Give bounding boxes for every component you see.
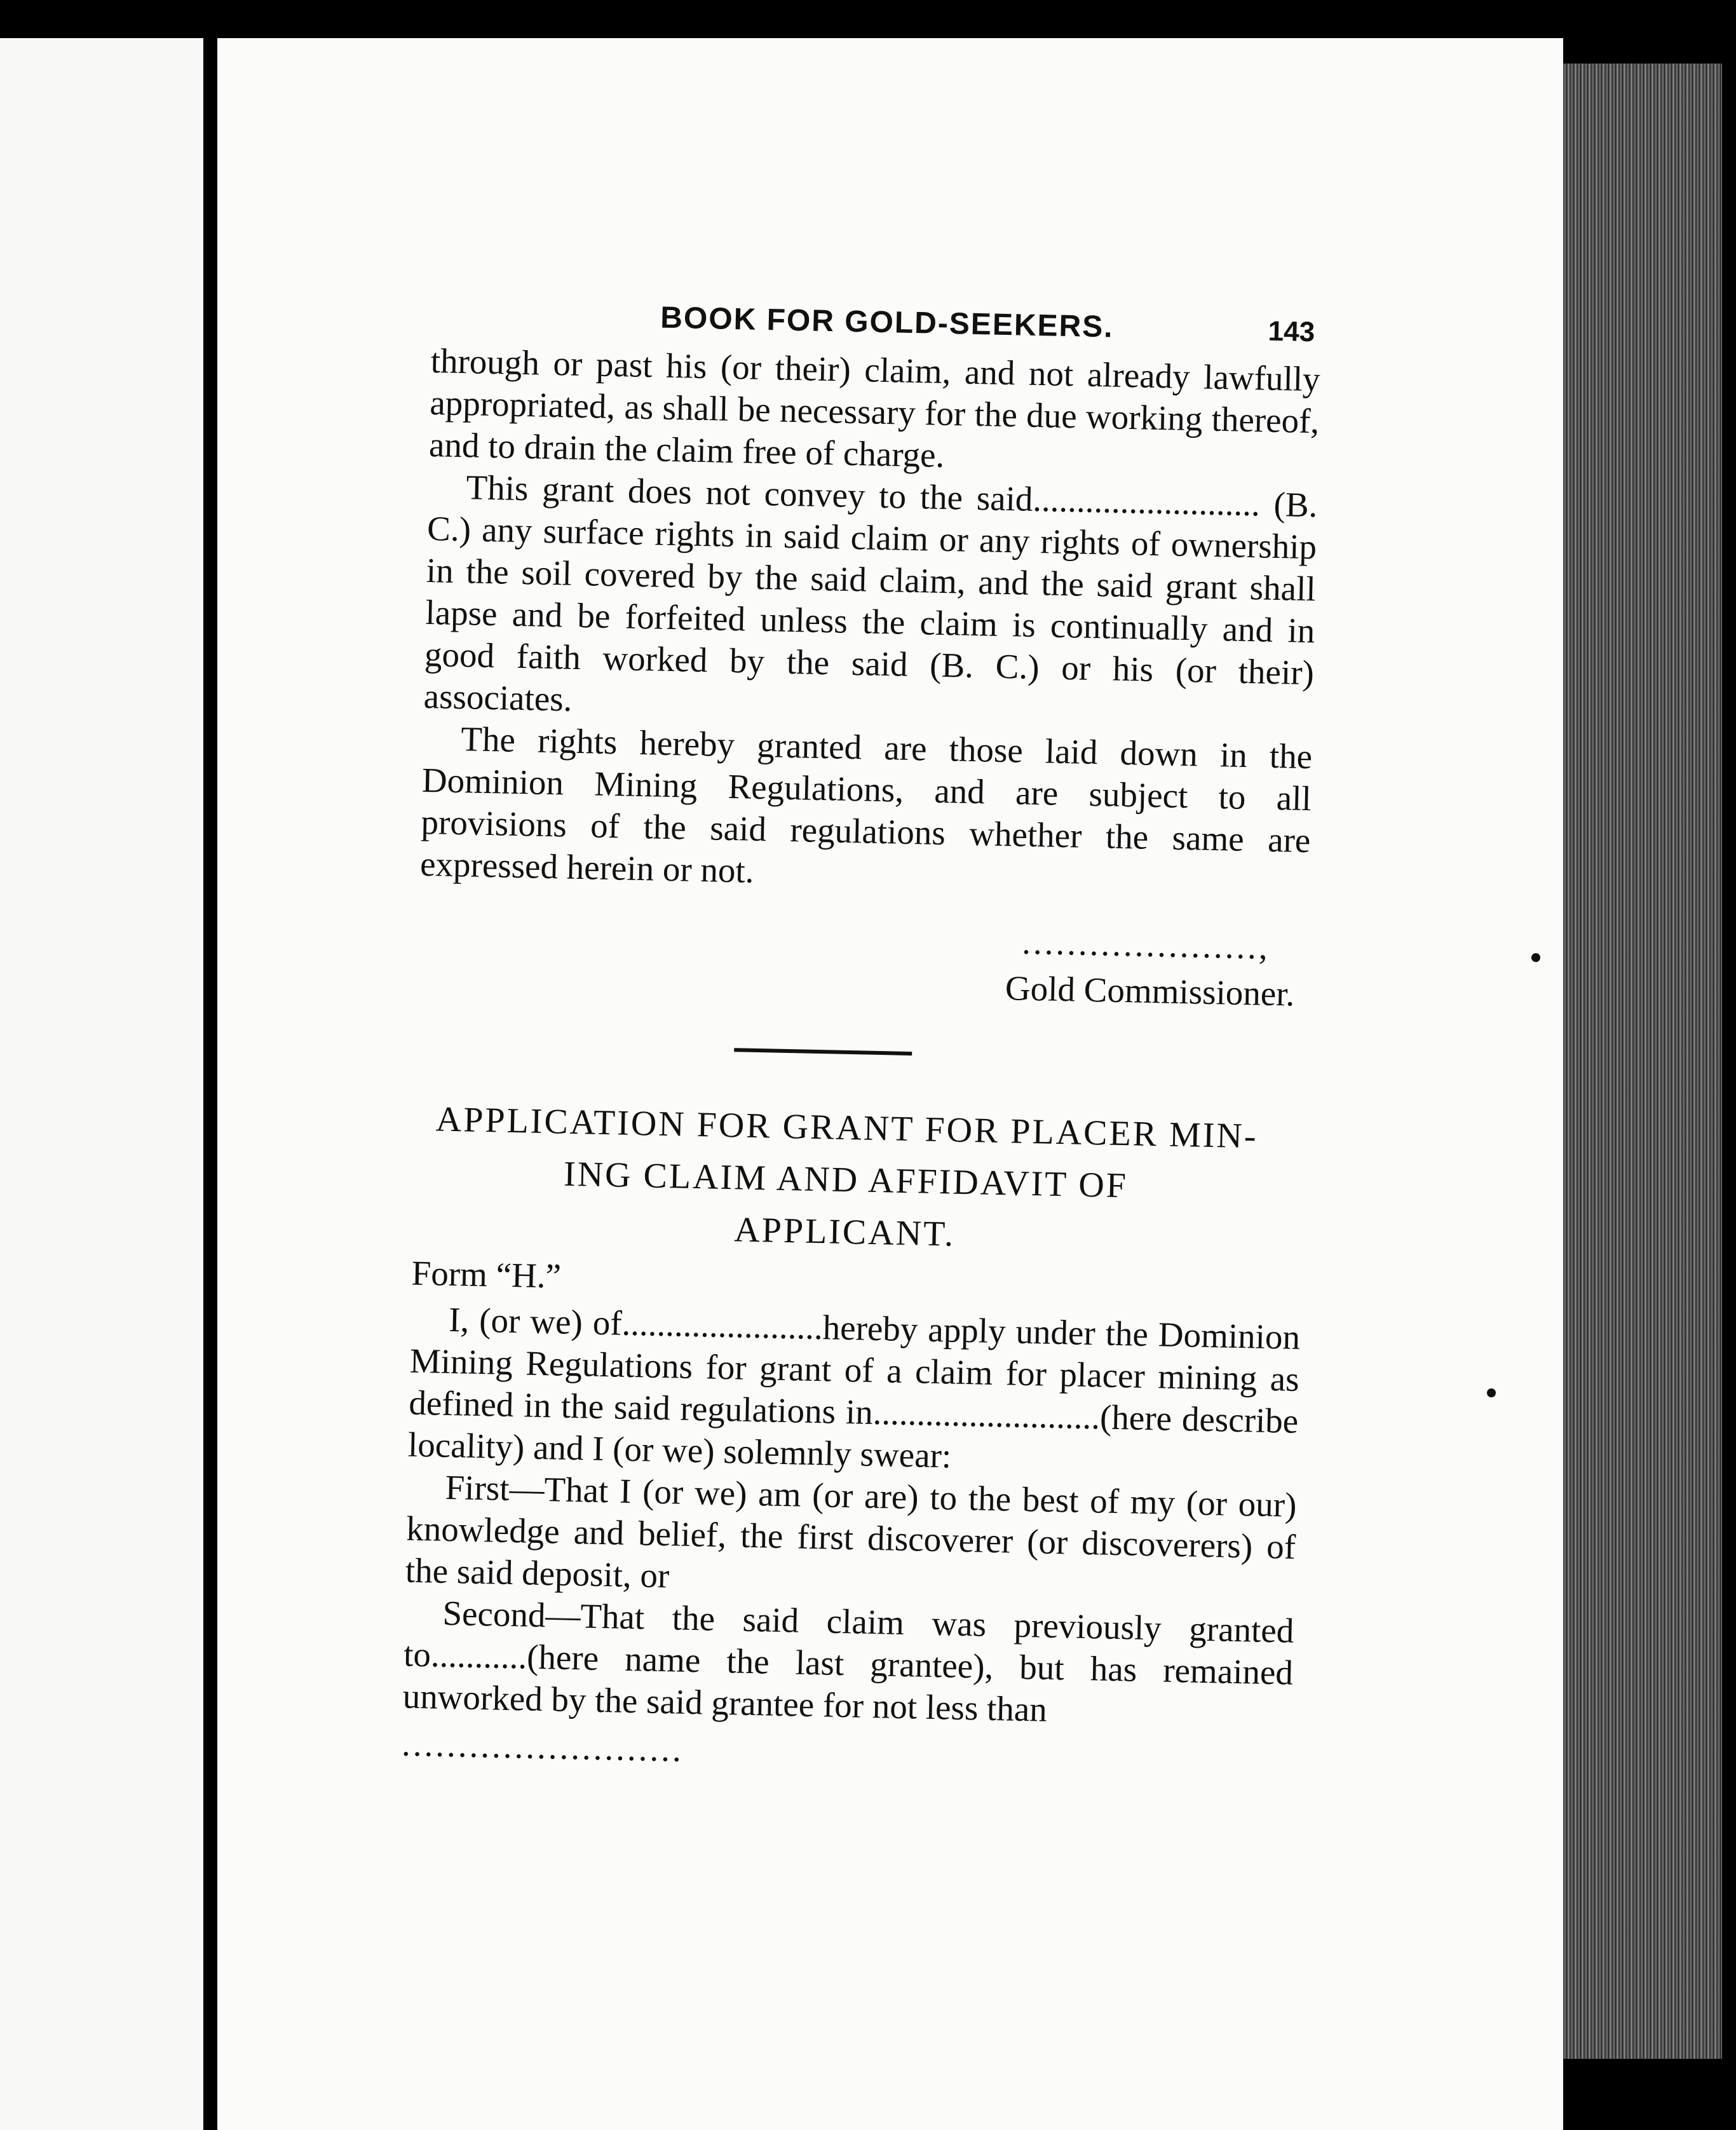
paragraph-4: I, (or we) of.......................hereby apply under the Dominion Mining Regulations for grant of a claim for placer mining as defined in the said regulations in..........................(here describe locality) and I (or we) solemnly swear: bbox=[407, 1299, 1301, 1475]
section-heading-line-3: APPLICANT. bbox=[733, 1210, 956, 1254]
section-heading-line-1: APPLICATION FOR GRANT FOR PLACER MIN- bbox=[435, 1099, 1259, 1157]
trailing-dots: ......................... bbox=[401, 1724, 684, 1769]
speck-mark bbox=[1531, 953, 1540, 962]
signature-title: Gold Commissioner. bbox=[1005, 968, 1295, 1014]
speck-mark bbox=[1487, 1388, 1496, 1397]
paragraph-3: The rights hereby granted are those laid down in the Dominion Mining Regulations, and are subject to all provisions of the said regulations whether the same are expressed herein or not. bbox=[419, 719, 1313, 890]
page-number: 143 bbox=[1268, 315, 1315, 348]
left-page bbox=[0, 38, 203, 2130]
paragraph-2: This grant does not convey to the said.......................... (B. C.) any surface rights in said claim or any rights of ownership in the soil covered by the said claim, and the said grant shall lapse and be forfeited unless the claim is continually and in good faith worked by the said (B. C.) or his (or their) associates. bbox=[423, 468, 1319, 719]
running-title: BOOK FOR GOLD-SEEKERS. bbox=[660, 301, 1115, 344]
paragraph-6: Second—That the said claim was previously granted to...........(here name the last grantee), but has remained unworked by the said grantee for not less than bbox=[402, 1593, 1294, 1729]
section-heading-line-2: ING CLAIM AND AFFIDAVIT OF bbox=[563, 1154, 1129, 1206]
book-gutter bbox=[203, 0, 217, 2130]
text-block bbox=[402, 295, 1322, 1782]
paragraph-1: through or past his (or their) claim, and not already lawfully appropriated, as shall be necessary for the due working thereof, and to drain the claim free of charge. bbox=[428, 341, 1321, 475]
signature-dots: ....................., bbox=[1021, 922, 1271, 967]
section-divider bbox=[734, 1048, 912, 1055]
paragraph-5: First—That I (or we) am (or are) to the best of my (or our) knowledge and belief, the first discoverer (or discoverers) of the said deposit, or bbox=[405, 1467, 1298, 1596]
page-edges bbox=[1563, 64, 1722, 2059]
form-label: Form “H.” bbox=[411, 1253, 562, 1296]
